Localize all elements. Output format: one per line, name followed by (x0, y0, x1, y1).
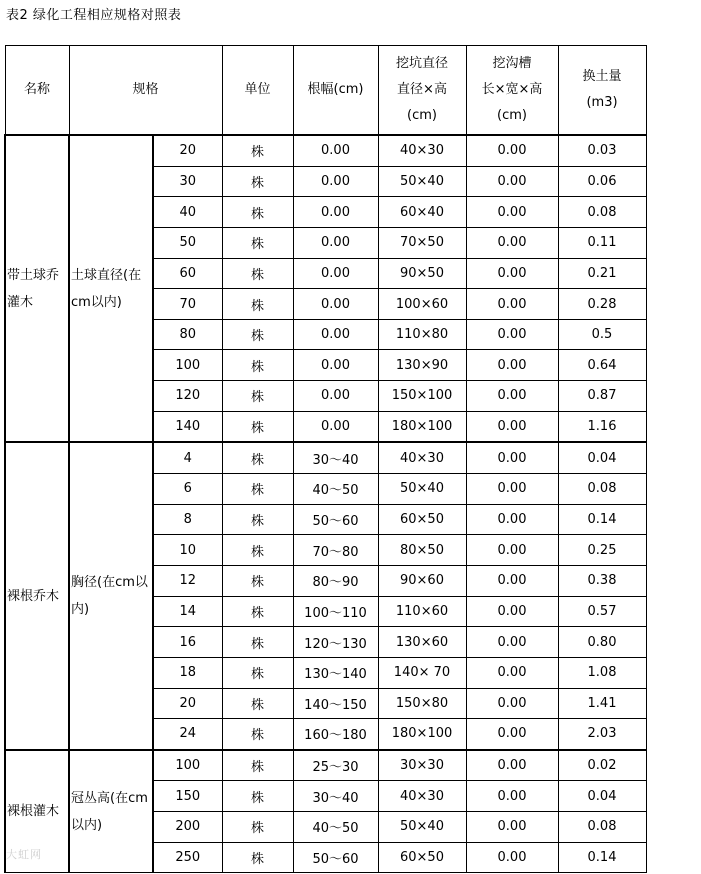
group-spec: 土球直径(在 cm以内) (69, 135, 153, 442)
cell-soil: 1.41 (558, 688, 646, 719)
cell-unit: 株 (222, 781, 293, 812)
cell-unit: 株 (222, 657, 293, 688)
cell-size: 150 (153, 781, 222, 812)
cell-ditch: 0.00 (466, 350, 558, 381)
cell-soil: 0.08 (558, 812, 646, 843)
cell-soil: 0.08 (558, 197, 646, 228)
cell-unit: 株 (222, 535, 293, 566)
cell-size: 20 (153, 688, 222, 719)
cell-ditch: 0.00 (466, 289, 558, 320)
cell-unit: 株 (222, 381, 293, 412)
cell-pit: 90×60 (378, 565, 466, 596)
cell-size: 50 (153, 227, 222, 258)
cell-root: 140～150 (293, 688, 378, 719)
cell-ditch: 0.00 (466, 319, 558, 350)
cell-unit: 株 (222, 596, 293, 627)
cell-ditch: 0.00 (466, 227, 558, 258)
cell-soil: 0.04 (558, 781, 646, 812)
cell-unit: 株 (222, 688, 293, 719)
cell-size: 120 (153, 381, 222, 412)
cell-soil: 0.14 (558, 504, 646, 535)
header-unit: 单位 (222, 46, 293, 136)
spec-table (4, 45, 647, 873)
cell-soil: 0.11 (558, 227, 646, 258)
cell-pit: 150×100 (378, 381, 466, 412)
cell-root: 25～30 (293, 750, 378, 781)
cell-ditch: 0.00 (466, 411, 558, 442)
cell-unit: 株 (222, 812, 293, 843)
cell-size: 100 (153, 350, 222, 381)
cell-pit: 60×50 (378, 842, 466, 873)
cell-size: 4 (153, 442, 222, 473)
cell-unit: 株 (222, 627, 293, 658)
cell-unit: 株 (222, 319, 293, 350)
cell-ditch: 0.00 (466, 565, 558, 596)
cell-pit: 90×50 (378, 258, 466, 289)
cell-soil: 0.25 (558, 535, 646, 566)
cell-size: 6 (153, 474, 222, 505)
cell-pit: 60×50 (378, 504, 466, 535)
cell-pit: 130×90 (378, 350, 466, 381)
cell-size: 24 (153, 719, 222, 750)
cell-ditch: 0.00 (466, 474, 558, 505)
cell-soil: 0.80 (558, 627, 646, 658)
cell-unit: 株 (222, 258, 293, 289)
cell-root: 30～40 (293, 442, 378, 473)
cell-size: 100 (153, 750, 222, 781)
cell-root: 30～40 (293, 781, 378, 812)
cell-soil: 0.5 (558, 319, 646, 350)
header-root: 根幅(cm) (293, 46, 378, 136)
cell-ditch: 0.00 (466, 781, 558, 812)
cell-ditch: 0.00 (466, 197, 558, 228)
cell-size: 40 (153, 197, 222, 228)
header-spec: 规格 (69, 46, 222, 136)
cell-ditch: 0.00 (466, 535, 558, 566)
cell-pit: 180×100 (378, 719, 466, 750)
cell-soil: 0.02 (558, 750, 646, 781)
cell-root: 0.00 (293, 197, 378, 228)
cell-soil: 0.14 (558, 842, 646, 873)
cell-pit: 50×40 (378, 474, 466, 505)
cell-soil: 2.03 (558, 719, 646, 750)
table-row (5, 442, 646, 473)
cell-root: 0.00 (293, 135, 378, 166)
cell-size: 16 (153, 627, 222, 658)
cell-root: 0.00 (293, 319, 378, 350)
cell-pit: 110×80 (378, 319, 466, 350)
cell-size: 250 (153, 842, 222, 873)
cell-root: 80～90 (293, 565, 378, 596)
cell-size: 10 (153, 535, 222, 566)
cell-unit: 株 (222, 135, 293, 166)
cell-ditch: 0.00 (466, 657, 558, 688)
cell-ditch: 0.00 (466, 627, 558, 658)
cell-soil: 0.38 (558, 565, 646, 596)
cell-root: 0.00 (293, 350, 378, 381)
cell-size: 140 (153, 411, 222, 442)
cell-size: 14 (153, 596, 222, 627)
cell-root: 40～50 (293, 812, 378, 843)
cell-pit: 70×50 (378, 227, 466, 258)
cell-pit: 110×60 (378, 596, 466, 627)
cell-unit: 株 (222, 474, 293, 505)
cell-size: 200 (153, 812, 222, 843)
cell-unit: 株 (222, 227, 293, 258)
cell-size: 30 (153, 166, 222, 197)
watermark: 大虹网 (6, 848, 42, 861)
cell-ditch: 0.00 (466, 135, 558, 166)
cell-root: 50～60 (293, 842, 378, 873)
cell-ditch: 0.00 (466, 750, 558, 781)
cell-root: 40～50 (293, 474, 378, 505)
cell-unit: 株 (222, 565, 293, 596)
cell-size: 80 (153, 319, 222, 350)
cell-pit: 50×40 (378, 812, 466, 843)
header-soil: 换土量 (m3) (558, 46, 646, 136)
cell-soil: 0.57 (558, 596, 646, 627)
cell-unit: 株 (222, 350, 293, 381)
cell-soil: 0.04 (558, 442, 646, 473)
cell-unit: 株 (222, 166, 293, 197)
cell-root: 100～110 (293, 596, 378, 627)
cell-soil: 0.21 (558, 258, 646, 289)
cell-unit: 株 (222, 719, 293, 750)
table-row (5, 135, 646, 166)
cell-pit: 40×30 (378, 442, 466, 473)
cell-unit: 株 (222, 289, 293, 320)
group-name: 裸根乔木 (5, 442, 69, 749)
header-pit: 挖坑直径 直径×高 (cm) (378, 46, 466, 136)
table-row (5, 750, 646, 781)
cell-root: 120～130 (293, 627, 378, 658)
header-name: 名称 (5, 46, 69, 136)
cell-pit: 100×60 (378, 289, 466, 320)
cell-pit: 60×40 (378, 197, 466, 228)
cell-ditch: 0.00 (466, 842, 558, 873)
cell-root: 0.00 (293, 258, 378, 289)
cell-root: 0.00 (293, 166, 378, 197)
cell-soil: 1.16 (558, 411, 646, 442)
header-row (5, 46, 646, 136)
cell-soil: 0.03 (558, 135, 646, 166)
cell-unit: 株 (222, 442, 293, 473)
cell-soil: 0.64 (558, 350, 646, 381)
group-name: 裸根灌木 (5, 750, 69, 873)
cell-root: 130～140 (293, 657, 378, 688)
cell-pit: 140× 70 (378, 657, 466, 688)
cell-pit: 50×40 (378, 166, 466, 197)
cell-root: 0.00 (293, 227, 378, 258)
cell-pit: 30×30 (378, 750, 466, 781)
cell-size: 20 (153, 135, 222, 166)
cell-pit: 40×30 (378, 135, 466, 166)
cell-soil: 0.06 (558, 166, 646, 197)
cell-unit: 株 (222, 411, 293, 442)
cell-unit: 株 (222, 504, 293, 535)
cell-root: 0.00 (293, 289, 378, 320)
cell-root: 70～80 (293, 535, 378, 566)
cell-size: 8 (153, 504, 222, 535)
cell-size: 70 (153, 289, 222, 320)
cell-pit: 40×30 (378, 781, 466, 812)
cell-pit: 150×80 (378, 688, 466, 719)
cell-ditch: 0.00 (466, 719, 558, 750)
cell-size: 12 (153, 565, 222, 596)
cell-soil: 1.08 (558, 657, 646, 688)
cell-size: 18 (153, 657, 222, 688)
cell-ditch: 0.00 (466, 504, 558, 535)
cell-unit: 株 (222, 197, 293, 228)
group-spec: 胸径(在cm以 内) (69, 442, 153, 749)
cell-ditch: 0.00 (466, 166, 558, 197)
cell-root: 50～60 (293, 504, 378, 535)
cell-size: 60 (153, 258, 222, 289)
cell-pit: 80×50 (378, 535, 466, 566)
cell-unit: 株 (222, 750, 293, 781)
cell-soil: 0.28 (558, 289, 646, 320)
cell-unit: 株 (222, 842, 293, 873)
cell-ditch: 0.00 (466, 688, 558, 719)
cell-pit: 130×60 (378, 627, 466, 658)
cell-ditch: 0.00 (466, 381, 558, 412)
cell-root: 0.00 (293, 411, 378, 442)
cell-ditch: 0.00 (466, 596, 558, 627)
cell-soil: 0.87 (558, 381, 646, 412)
cell-ditch: 0.00 (466, 442, 558, 473)
group-spec: 冠丛高(在cm 以内) (69, 750, 153, 873)
group-name: 带土球乔 灌木 (5, 135, 69, 442)
cell-ditch: 0.00 (466, 812, 558, 843)
cell-root: 0.00 (293, 381, 378, 412)
table-caption: 表2 绿化工程相应规格对照表 (6, 8, 182, 23)
cell-root: 160～180 (293, 719, 378, 750)
table-body (5, 135, 646, 873)
header-ditch: 挖沟槽 长×宽×高 (cm) (466, 46, 558, 136)
cell-pit: 180×100 (378, 411, 466, 442)
cell-ditch: 0.00 (466, 258, 558, 289)
cell-soil: 0.08 (558, 474, 646, 505)
